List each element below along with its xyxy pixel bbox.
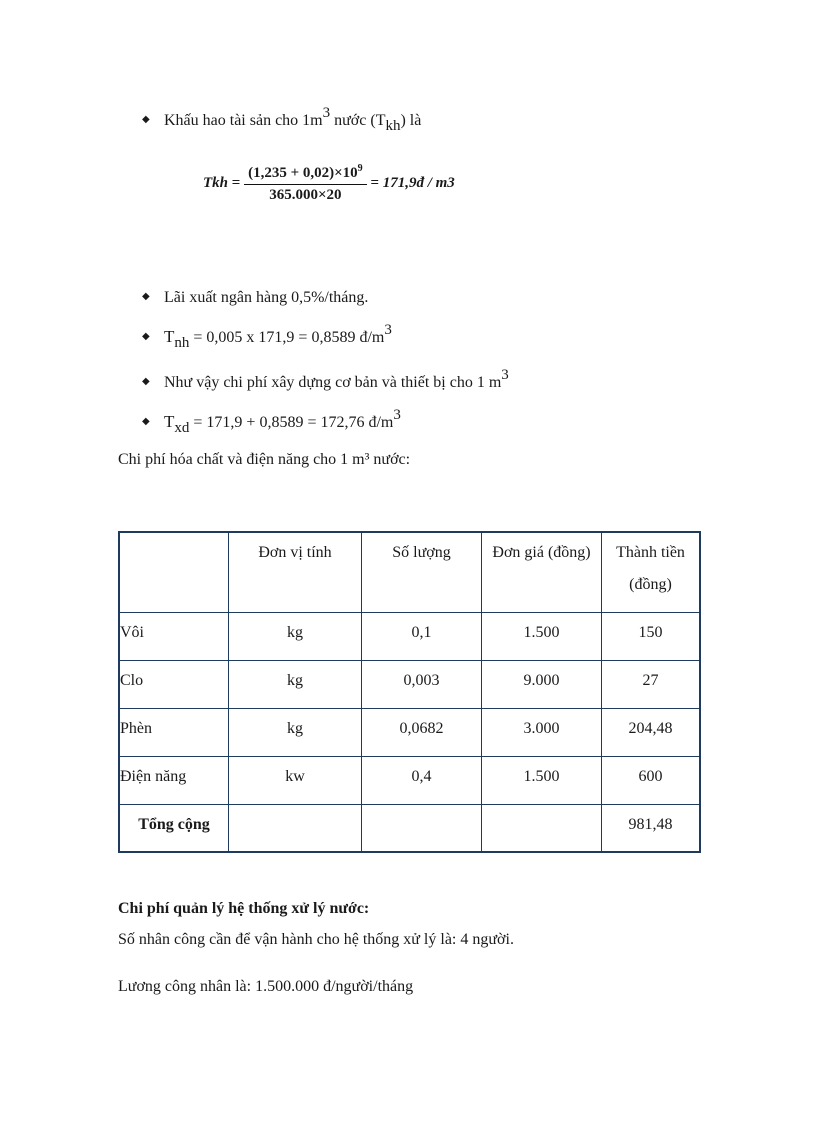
cost-table xyxy=(118,531,701,853)
cell: 9.000 xyxy=(482,660,602,708)
table-row xyxy=(119,660,700,708)
cell: kw xyxy=(229,756,362,804)
cell: 1.500 xyxy=(482,612,602,660)
cell: 0,4 xyxy=(362,756,482,804)
summary-text: Như vậy chi phí xây dựng cơ bản và thiết bị cho 1 m xyxy=(164,374,502,391)
tnh-text: = 0,005 x 171,9 = 0,8589 đ/m xyxy=(189,329,385,346)
subscript: nh xyxy=(174,335,190,351)
bullet-icon: ◆ xyxy=(142,114,150,125)
formula-eq: = xyxy=(231,174,241,191)
cell xyxy=(482,804,602,852)
workers-text: Số nhân công cần để vận hành cho hệ thống xử lý là: 4 người. xyxy=(118,931,514,948)
interest-text: Lãi xuất ngân hàng 0,5%/tháng. xyxy=(164,289,369,306)
formula-lhs: Tkh xyxy=(203,174,229,191)
superscript: 3 xyxy=(322,105,331,121)
formula-numerator xyxy=(244,163,367,185)
table-row xyxy=(119,612,700,660)
depreciation-text: Khấu hao tài sản cho 1m xyxy=(164,112,323,129)
table-row xyxy=(119,708,700,756)
cell: 1.500 xyxy=(482,756,602,804)
header-cell: Đơn vị tính xyxy=(229,532,362,612)
row-label: Vôi xyxy=(119,612,229,660)
depreciation-text-post: ) là xyxy=(400,112,422,129)
cell: 3.000 xyxy=(482,708,602,756)
total-value: 981,48 xyxy=(602,804,701,852)
formula-denominator: 365.000×20 xyxy=(269,187,342,203)
table-total-row xyxy=(119,804,700,852)
cell: kg xyxy=(229,708,362,756)
summary-line xyxy=(142,367,509,392)
depreciation-formula xyxy=(203,163,455,204)
cell: 0,1 xyxy=(362,612,482,660)
header-cell: Số lượng xyxy=(362,532,482,612)
superscript: 3 xyxy=(384,322,392,338)
row-label: Điện năng xyxy=(119,756,229,804)
depreciation-text-mid: nước (T xyxy=(330,112,386,129)
interest-line xyxy=(142,289,368,307)
formula-fraction xyxy=(244,163,367,204)
subscript: xd xyxy=(174,420,190,436)
header-cell: Thành tiền (đồng) xyxy=(602,532,701,612)
total-label: Tổng cộng xyxy=(119,804,229,852)
chem-intro: Chi phí hóa chất và điện năng cho 1 m³ nước: xyxy=(118,451,411,468)
table-header-row xyxy=(119,532,700,612)
header-cell xyxy=(119,532,229,612)
cell: 204,48 xyxy=(602,708,701,756)
txd-symbol: T xyxy=(164,412,175,431)
cell: kg xyxy=(229,660,362,708)
cell: kg xyxy=(229,612,362,660)
txd-text: = 171,9 + 0,8589 = 172,76 đ/m xyxy=(189,414,394,431)
cell: 0,003 xyxy=(362,660,482,708)
superscript: 3 xyxy=(393,407,401,423)
table-row xyxy=(119,756,700,804)
formula-rhs: = 171,9đ / m3 xyxy=(370,174,455,191)
superscript: 3 xyxy=(501,367,509,383)
header-cell: Đơn giá (đồng) xyxy=(482,532,602,612)
numerator-exponent: 9 xyxy=(357,163,363,174)
bullet-icon: ◆ xyxy=(142,331,150,342)
cell xyxy=(362,804,482,852)
cell: 0,0682 xyxy=(362,708,482,756)
cell xyxy=(229,804,362,852)
txd-line xyxy=(142,407,401,436)
row-label: Clo xyxy=(119,660,229,708)
tnh-line xyxy=(142,322,392,351)
tnh-symbol: T xyxy=(164,327,175,346)
cell: 27 xyxy=(602,660,701,708)
cell: 150 xyxy=(602,612,701,660)
depreciation-line xyxy=(142,105,422,134)
bullet-icon: ◆ xyxy=(142,376,150,387)
subscript: kh xyxy=(385,118,401,134)
management-heading: Chi phí quản lý hệ thống xử lý nước: xyxy=(118,900,370,917)
cell: 600 xyxy=(602,756,701,804)
numerator-text: (1,235 + 0,02)×10 xyxy=(248,165,358,181)
bullet-icon: ◆ xyxy=(142,416,150,427)
salary-text: Lương công nhân là: 1.500.000 đ/người/tháng xyxy=(118,978,414,995)
row-label: Phèn xyxy=(119,708,229,756)
bullet-icon: ◆ xyxy=(142,291,150,302)
